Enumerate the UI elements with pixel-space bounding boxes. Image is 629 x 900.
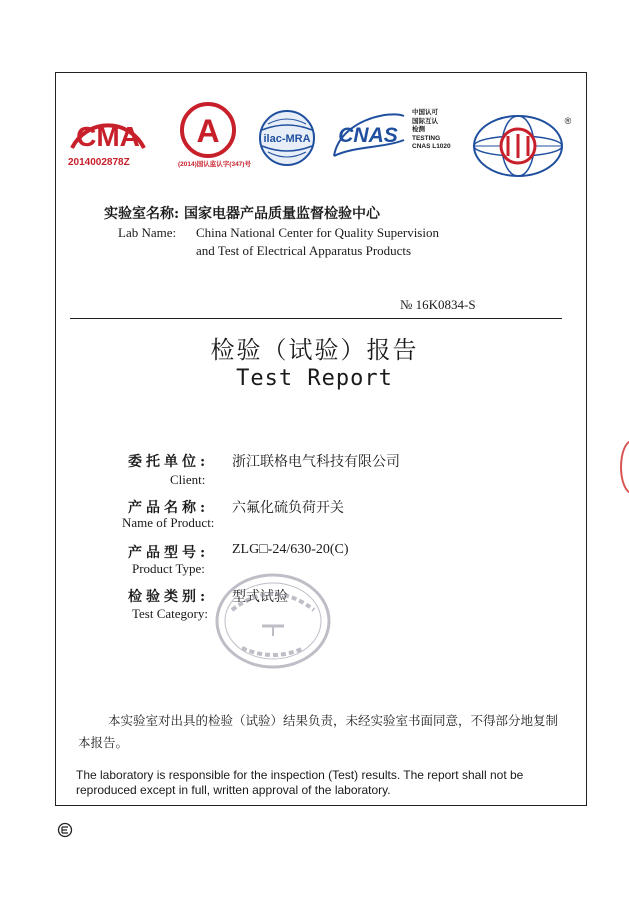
test-category-label-en: Test Category: xyxy=(132,606,208,621)
cnas-logo-text: CNAS xyxy=(338,124,398,147)
cal-logo xyxy=(174,102,242,158)
test-category-value: 型式试验 xyxy=(232,589,288,605)
report-title-en: Test Report xyxy=(236,366,393,391)
product-name-value: 六氟化硫负荷开关 xyxy=(232,500,344,516)
client-value: 浙江联格电气科技有限公司 xyxy=(232,454,400,470)
lab-name-en-line1: China National Center for Quality Supervision xyxy=(196,225,439,240)
edge-stamp-fragment xyxy=(620,440,629,494)
official-seal-stamp xyxy=(212,570,334,672)
lab-name-cn-label: 实验室名称: xyxy=(104,206,180,222)
lab-name-cn xyxy=(104,203,380,223)
product-name-label-cn: 产品名称: xyxy=(128,500,210,516)
ilac-mra-logo xyxy=(254,108,320,168)
cma-logo xyxy=(66,104,150,156)
lab-name-en-label: Lab Name: xyxy=(118,225,177,240)
client-label-en: Client: xyxy=(170,472,206,487)
lab-name-en-line2: and Test of Electrical Apparatus Products xyxy=(196,243,412,258)
cnas-accreditation-info xyxy=(412,109,451,152)
ilac-logo-text: ilac-MRA xyxy=(263,133,311,145)
cnas-info-line2: 国际互认 xyxy=(412,117,438,125)
notice-cn: 本实验室对出具的检验（试验）结果负责，未经实验室书面同意，不得部分地复制本报告。 xyxy=(78,713,559,750)
cma-logo-text: CMA xyxy=(76,121,140,152)
cqc-globe-logo xyxy=(470,112,574,180)
svg-text:A: A xyxy=(196,113,220,149)
cnas-info-line3: 检测 xyxy=(412,126,425,133)
product-type-value: ZLG□-24/630-20(C) xyxy=(232,542,349,557)
lab-name-cn-value: 国家电器产品质量监督检验中心 xyxy=(184,206,381,222)
registered-mark: ® xyxy=(564,116,572,126)
notice-en: The laboratory is responsible for the inspection (Test) results. The report shall not be reproduced except in full, written approval of the laboratory. xyxy=(76,768,524,797)
cnas-logo xyxy=(330,110,406,160)
product-type-label-en: Product Type: xyxy=(132,561,205,576)
client-label-cn: 委托单位: xyxy=(128,454,210,470)
report-number: № 16K0834-S xyxy=(400,297,476,312)
product-type-label-cn: 产品型号: xyxy=(128,545,210,561)
header-divider xyxy=(70,318,562,319)
cnas-info-line4: TESTING xyxy=(412,134,441,142)
cal-code: (2014)国认监认字(347)号 xyxy=(178,161,251,168)
report-title-cn: 检验（试验）报告 xyxy=(210,336,419,364)
footer-mark-icon xyxy=(57,822,73,838)
product-name-label-en: Name of Product: xyxy=(122,515,215,530)
report-cover-frame xyxy=(55,72,587,806)
cnas-info-line5: CNAS L1020 xyxy=(412,143,451,150)
cma-code: 2014002878Z xyxy=(68,157,130,168)
test-category-label-cn: 检验类别: xyxy=(128,589,210,605)
cnas-info-line1: 中国认可 xyxy=(412,109,438,116)
